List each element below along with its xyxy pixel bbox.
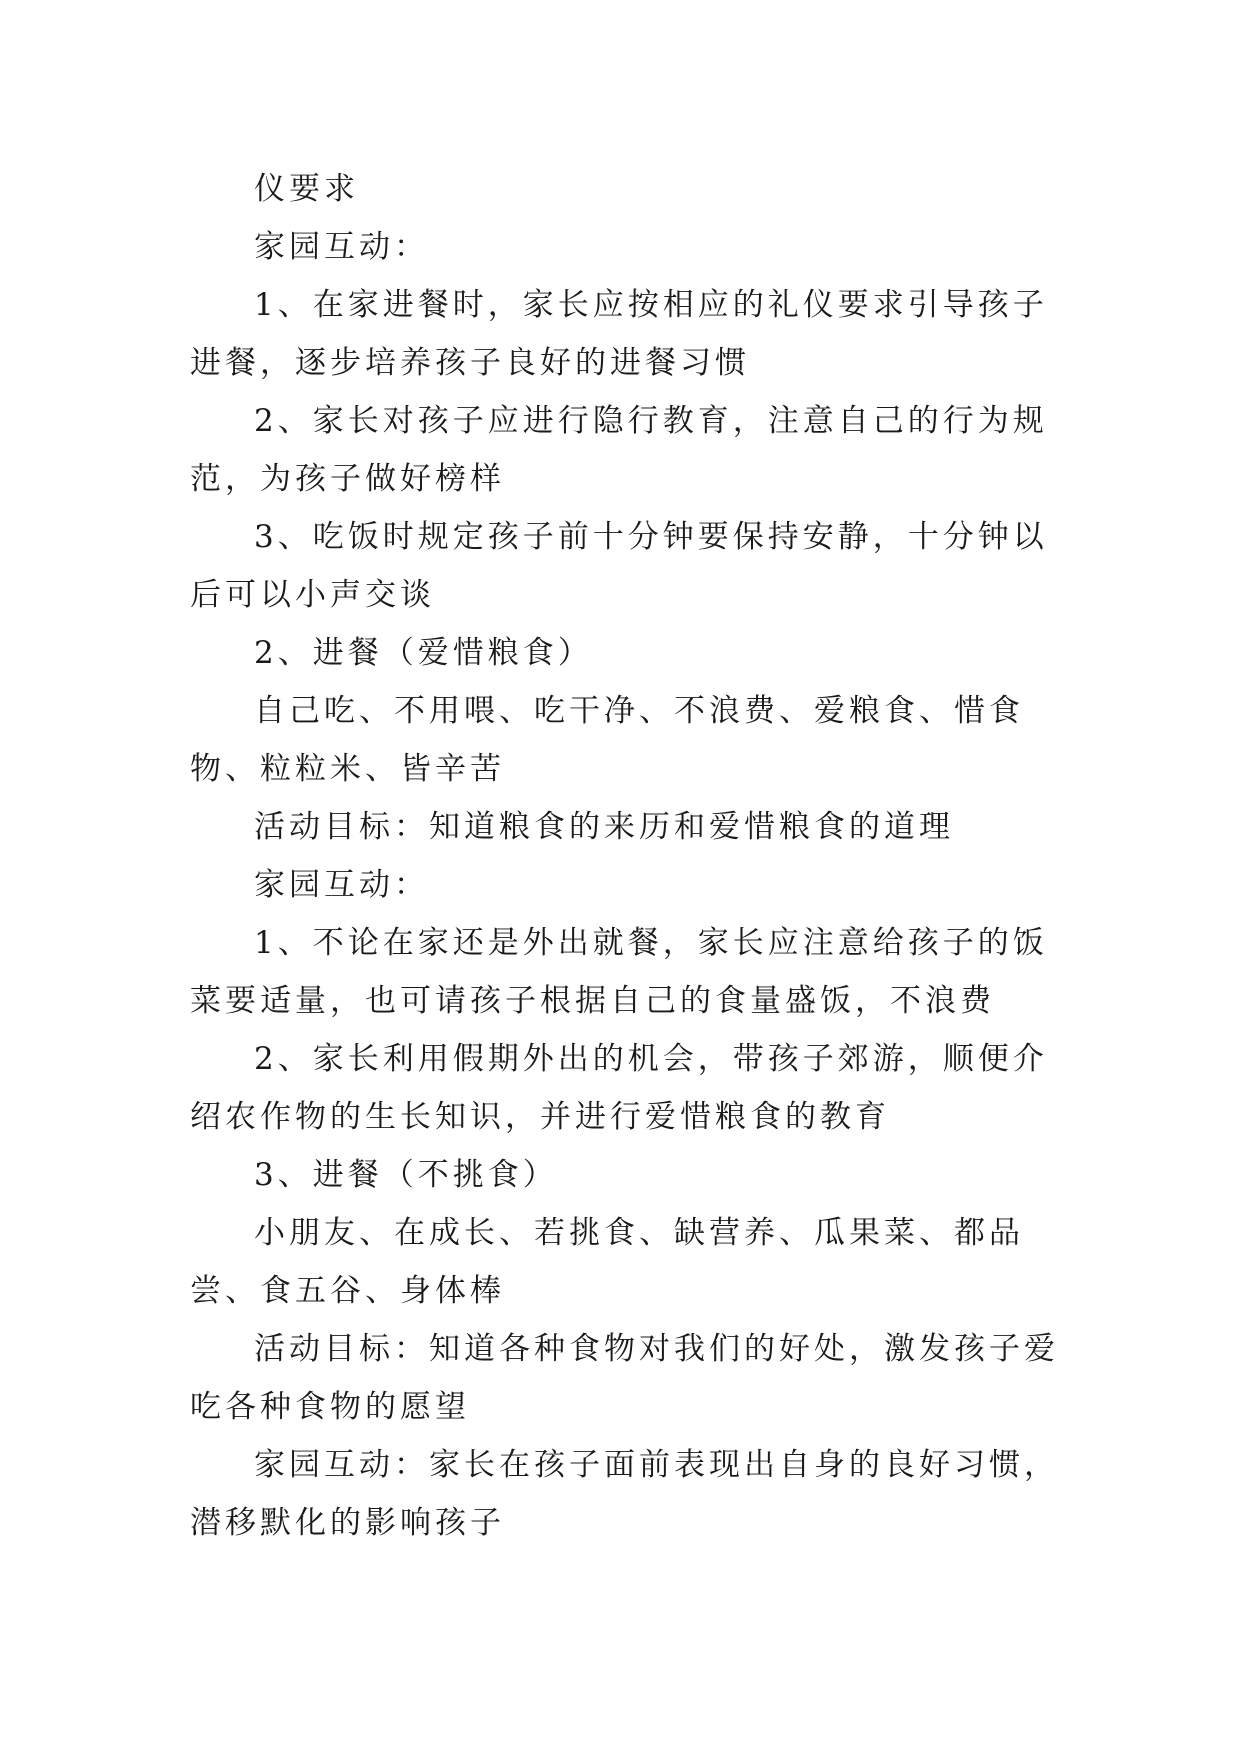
paragraph-home-interaction-heading-2: 家园互动： xyxy=(254,867,429,903)
section-heading-no-picky-eating: 3、进餐（不挑食） xyxy=(254,1157,558,1193)
paragraph-item-3: 3、吃饭时规定孩子前十分钟要保持安静，十分钟以后可以小声交谈 xyxy=(190,519,1048,613)
paragraph-item-2: 2、家长对孩子应进行隐行教育，注意自己的行为规范，为孩子做好榜样 xyxy=(190,403,1048,497)
paragraph-home-interaction-heading: 家园互动： xyxy=(254,229,429,265)
paragraph-activity-goal: 活动目标：知道粮食的来历和爱惜粮食的道理 xyxy=(254,809,954,845)
paragraph-item-1-b: 1、不论在家还是外出就餐，家长应注意给孩子的饭菜要适量，也可请孩子根据自己的食量盛饭，不浪费 xyxy=(190,925,1048,1019)
paragraph-home-interaction-3: 家园互动：家长在孩子面前表现出自身的良好习惯，潜移默化的影响孩子 xyxy=(190,1447,1059,1541)
paragraph-item-2-b: 2、家长利用假期外出的机会，带孩子郊游，顺便介绍农作物的生长知识，并进行爱惜粮食的教育 xyxy=(190,1041,1048,1135)
paragraph-activity-goal-2: 活动目标：知道各种食物对我们的好处，激发孩子爱吃各种食物的愿望 xyxy=(190,1331,1059,1425)
paragraph-item-1: 1、在家进餐时，家长应按相应的礼仪要求引导孩子进餐，逐步培养孩子良好的进餐习惯 xyxy=(190,287,1048,381)
paragraph-etiquette-tail: 仪要求 xyxy=(254,171,359,207)
paragraph-rhyme-cherish-food: 自己吃、不用喂、吃干净、不浪费、爱粮食、惜食物、粒粒米、皆辛苦 xyxy=(190,693,1024,787)
section-heading-cherish-food: 2、进餐（爱惜粮食） xyxy=(254,635,593,671)
paragraph-rhyme-no-picky-eating: 小朋友、在成长、若挑食、缺营养、瓜果菜、都品尝、食五谷、身体棒 xyxy=(190,1215,1024,1309)
document-body xyxy=(190,160,1066,1552)
